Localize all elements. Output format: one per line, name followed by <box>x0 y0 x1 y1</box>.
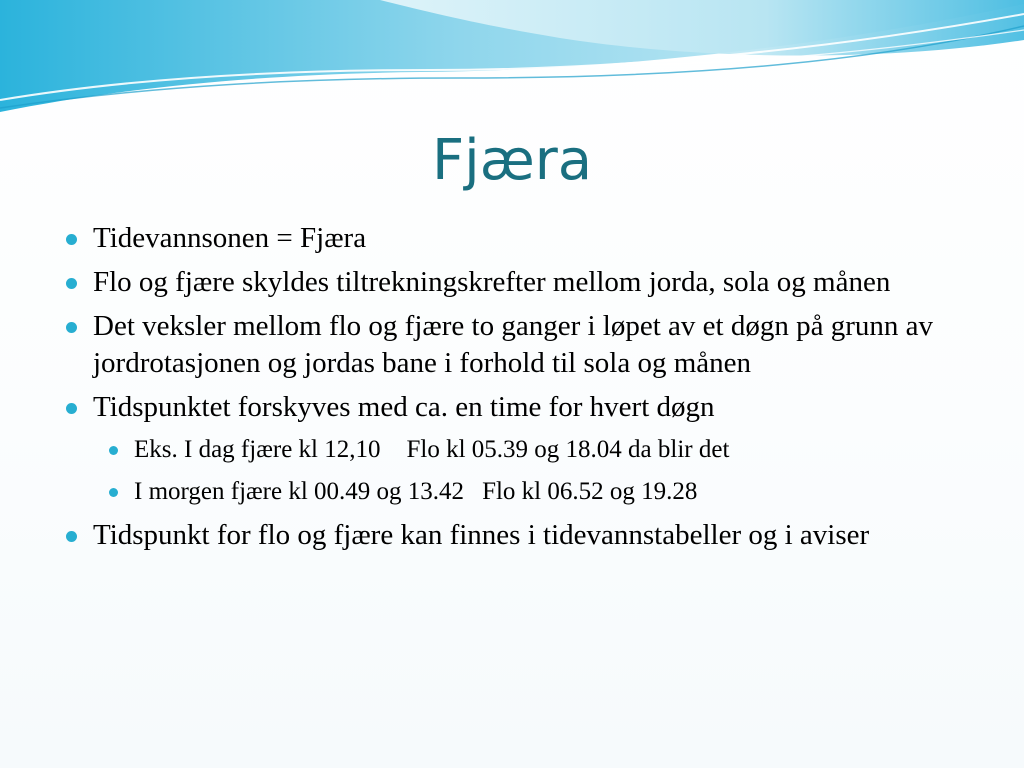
list-item <box>60 308 980 382</box>
bullet-dot-icon <box>109 488 118 497</box>
header-wave-decoration <box>0 0 1024 130</box>
sub-list-item <box>60 475 980 509</box>
bullet-dot-icon <box>109 446 118 455</box>
list-item-text: Tidspunktet forskyves med ca. en time for hvert døgn <box>93 391 715 423</box>
bullet-list <box>60 220 980 561</box>
sub-item-text-a: Eks. I dag fjære kl 12,10 <box>134 436 381 463</box>
bullet-dot-icon <box>66 322 77 333</box>
list-item <box>60 220 980 257</box>
bullet-dot-icon <box>66 278 77 289</box>
sub-item-text-a: I morgen fjære kl 00.49 og 13.42 <box>134 478 465 505</box>
sub-item-text-b: Flo kl 06.52 og 19.28 <box>482 478 698 505</box>
slide-title: Fjæra <box>431 128 593 193</box>
bullet-dot-icon <box>66 403 77 414</box>
list-item-text: Flo og fjære skyldes tiltrekningskrefter mellom jorda, sola og månen <box>93 266 891 298</box>
bullet-dot-icon <box>66 234 77 245</box>
sub-item-text-b: Flo kl 05.39 og 18.04 da blir det <box>406 436 730 463</box>
list-item-text: Tidspunkt for flo og fjære kan finnes i tidevannstabeller og i aviser <box>93 519 870 551</box>
list-item <box>60 517 980 554</box>
list-item <box>60 389 980 426</box>
list-item-text: Tidevannsonen = Fjæra <box>93 222 367 254</box>
list-item <box>60 264 980 301</box>
list-item-text: Det veksler mellom flo og fjære to ganger i løpet av et døgn på grunn av jordrotasjonen og jordas bane i forhold til sola og månen <box>93 310 933 379</box>
bullet-dot-icon <box>66 531 77 542</box>
sub-list-item <box>60 433 980 467</box>
